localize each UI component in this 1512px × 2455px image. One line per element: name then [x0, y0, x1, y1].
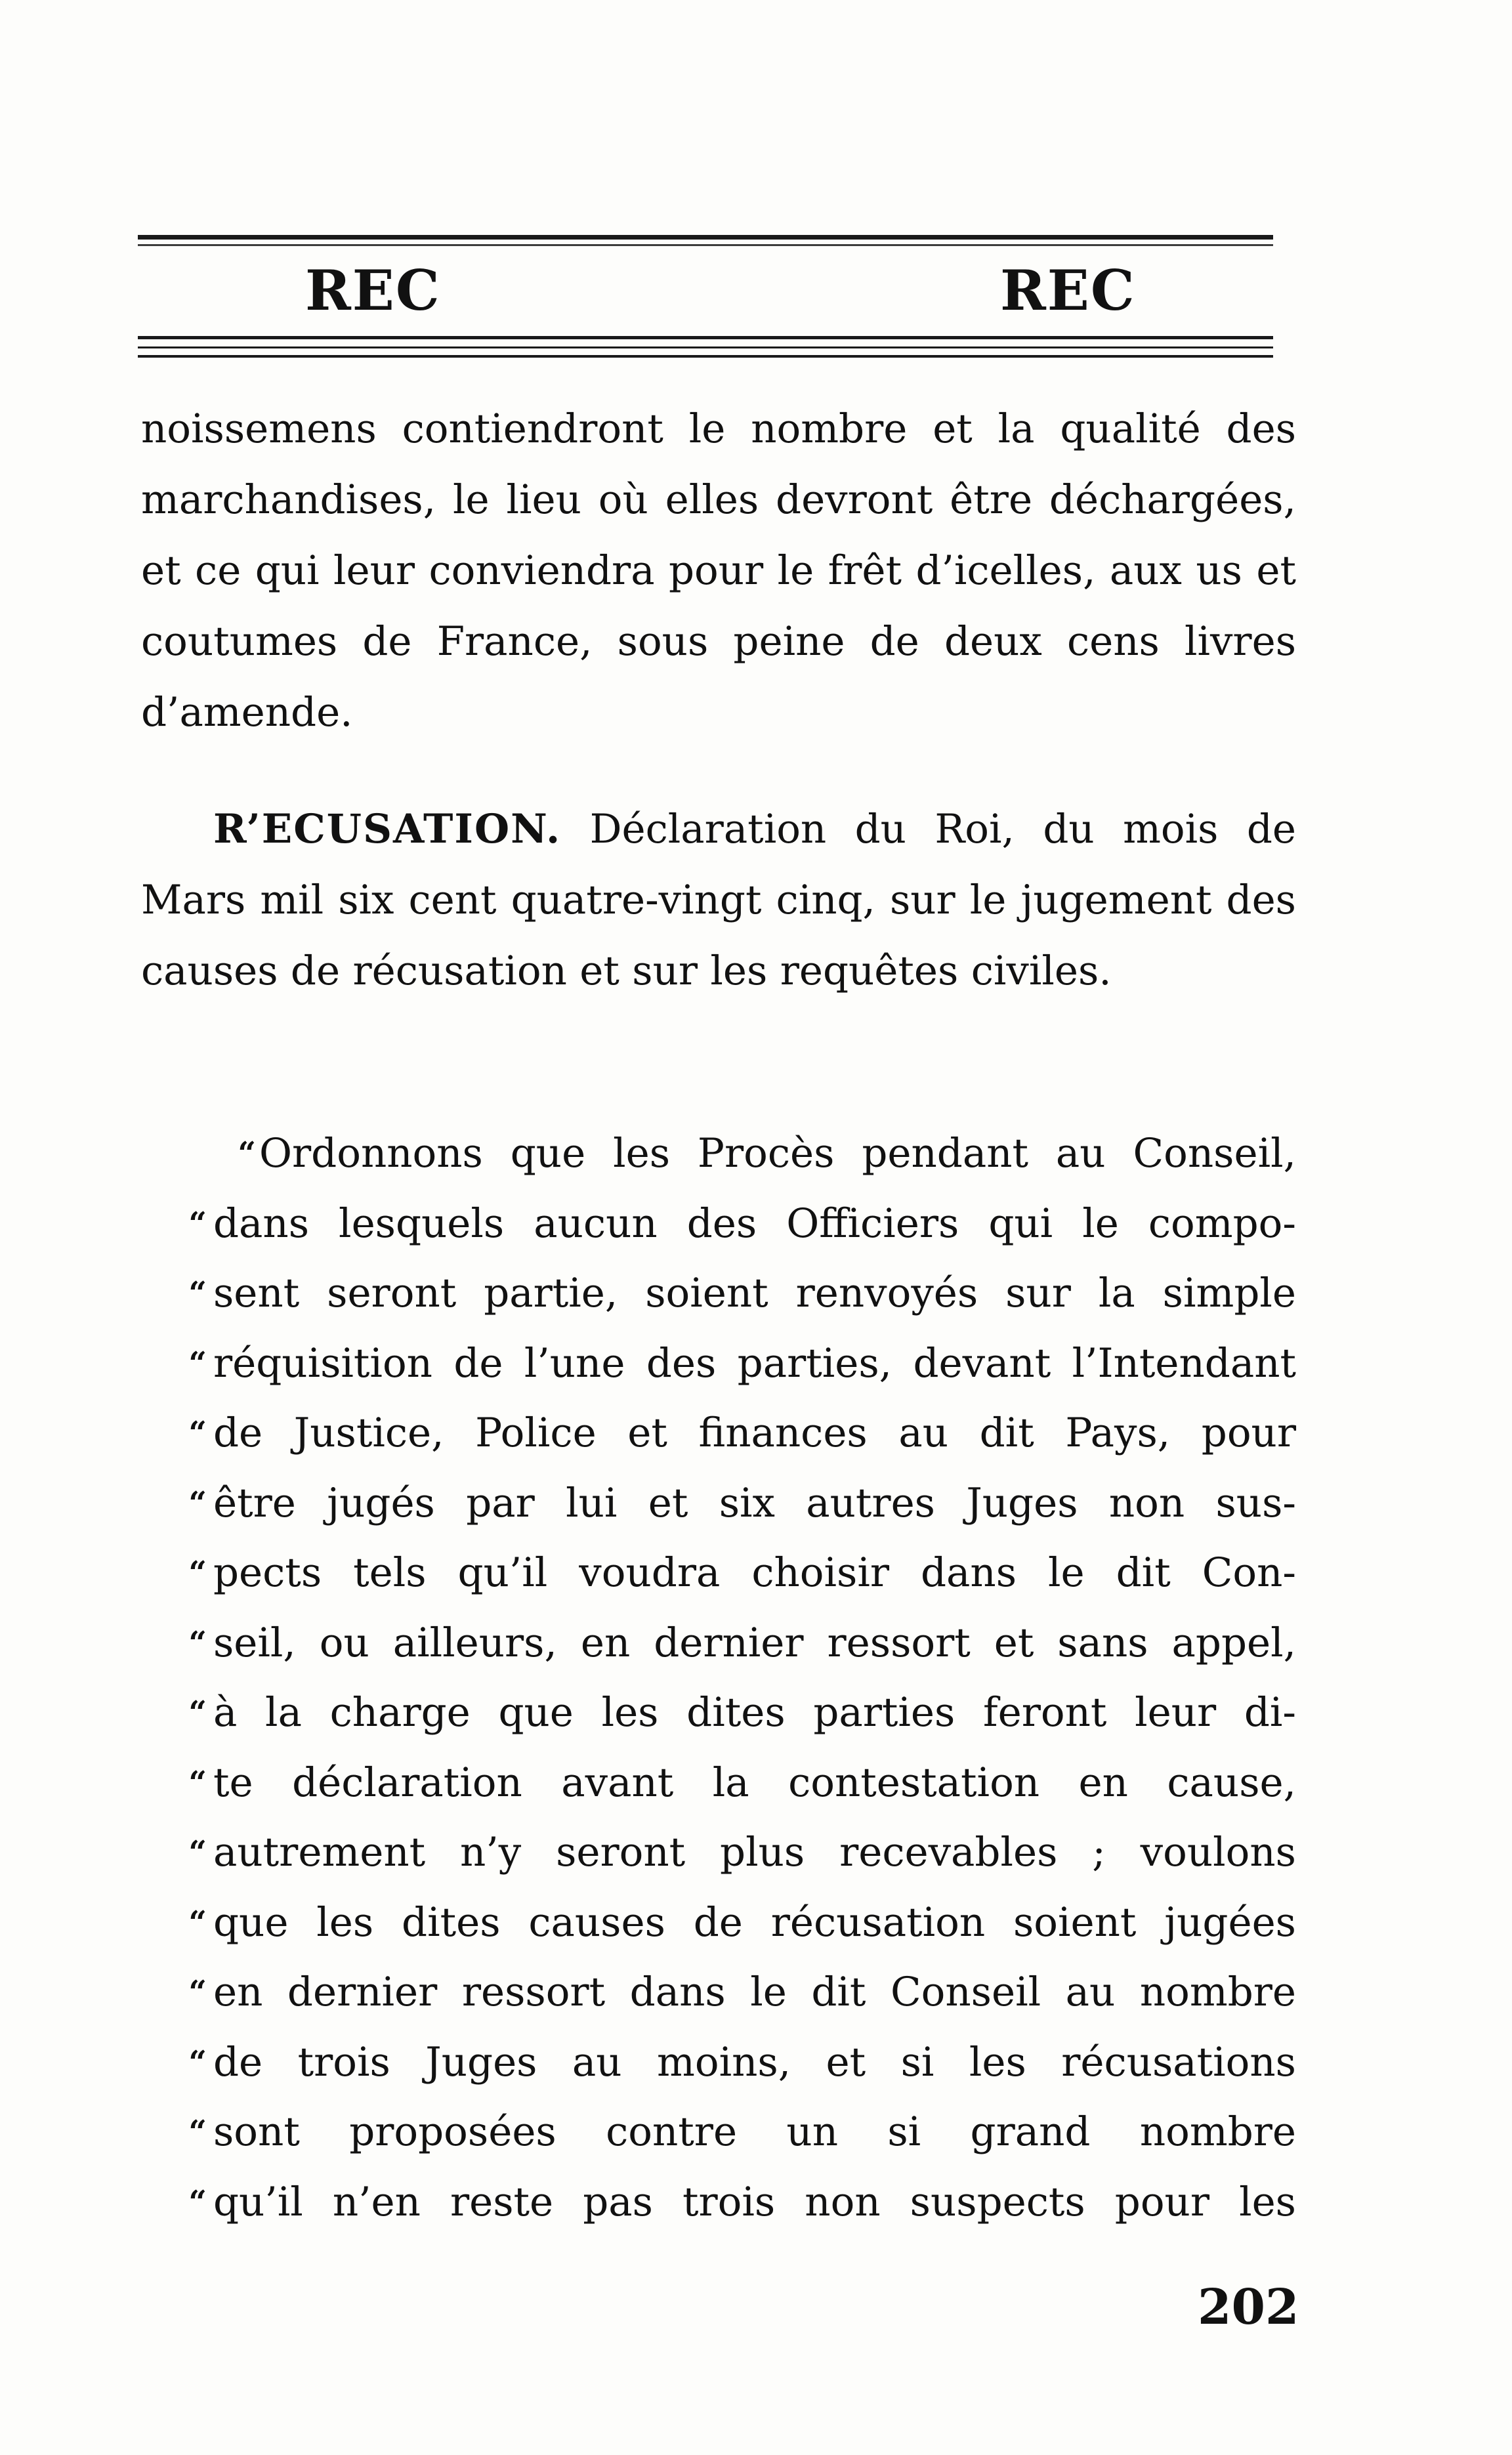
paragraph-recusation [141, 794, 1296, 1007]
page-number: 202 [1198, 2279, 1299, 2336]
quote-mark: “ [188, 2044, 207, 2081]
quote-mark: “ [238, 1135, 256, 1172]
quote-line-text: que les dites causes de récusation soient jugées [213, 1899, 1296, 1946]
quote-mark: “ [188, 1205, 207, 1242]
quote-line-text: autrement n’y seront plus recevables ; voulons [213, 1829, 1296, 1876]
quote-mark: “ [188, 1904, 207, 1941]
quote-line-text: sont proposées contre un si grand nombre [213, 2109, 1296, 2155]
quote-line [141, 1958, 1296, 2028]
quote-line [141, 2168, 1296, 2238]
quote-mark: “ [188, 1764, 207, 1801]
quote-line [141, 1329, 1296, 1399]
quote-mark: “ [188, 1834, 207, 1871]
quote-mark: “ [188, 1415, 207, 1452]
running-head-left: REC [305, 258, 441, 323]
entry-title: R’ECUSATION. [213, 806, 562, 852]
quote-line-text: dans lesquels aucun des Officiers qui le compo- [213, 1200, 1296, 1247]
quote-line-text: qu’il n’en reste pas trois non suspects pour les [213, 2178, 1296, 2225]
quote-line-text: seil, ou ailleurs, en dernier ressort et sans appel, [213, 1619, 1296, 1666]
quote-mark: “ [188, 1555, 207, 1591]
header-rule-bottom-2 [138, 346, 1273, 348]
quote-mark: “ [188, 1624, 207, 1662]
quote-mark: “ [188, 1484, 207, 1522]
quote-line [141, 1259, 1296, 1329]
quote-mark: “ [188, 1974, 207, 2011]
quote-line [141, 1888, 1296, 1958]
quote-line-text: en dernier ressort dans le dit Conseil au nombre [213, 1969, 1296, 2015]
header-rule-top [138, 235, 1273, 240]
quote-line [141, 1398, 1296, 1469]
quote-line [141, 1818, 1296, 1888]
running-head-right: REC [1000, 258, 1136, 323]
quote-line [141, 1469, 1296, 1539]
quoted-ordinance [141, 1119, 1296, 2237]
header-rule-bottom-3 [138, 355, 1273, 358]
quote-line [141, 1608, 1296, 1679]
entry-text: Déclaration du Roi, du mois de Mars mil six cent quatre-vingt cinq, sur le jugement des causes de récusation et sur les requêtes civiles. [141, 806, 1296, 994]
quote-line-text: te déclaration avant la contestation en cause, [213, 1759, 1296, 1806]
quote-line-text: Ordonnons que les Procès pendant au Conseil, [259, 1130, 1296, 1177]
quote-line [141, 1119, 1296, 1189]
quote-line-text: pects tels qu’il voudra choisir dans le dit Con- [213, 1549, 1296, 1596]
quote-line-text: à la charge que les dites parties feront leur di- [213, 1689, 1296, 1736]
quote-line-text: de Justice, Police et finances au dit Pays, pour [213, 1410, 1296, 1456]
quote-mark: “ [188, 2114, 207, 2151]
quote-line-text: sent seront partie, soient renvoyés sur la simple [213, 1270, 1296, 1316]
quote-mark: “ [188, 1275, 207, 1312]
header-rule-top-thin [138, 244, 1273, 246]
quote-line [141, 1189, 1296, 1259]
quote-line [141, 1678, 1296, 1748]
quote-line-text: de trois Juges au moins, et si les récusations [213, 2038, 1296, 2086]
quote-line [141, 1748, 1296, 1818]
header-rule-bottom-1 [138, 336, 1273, 339]
quote-mark: “ [188, 1345, 207, 1382]
paragraph-continuation: noissemens contiendront le nombre et la qualité des marchandises, le lieu où elles devront être déchargées, et ce qui leur conviendra pour le frêt d’icelles, aux us et coutumes de France, sous peine de deux cens livres d’amende. [141, 406, 1296, 736]
quote-mark: “ [188, 2183, 207, 2221]
quote-line [141, 1538, 1296, 1608]
quote-line-text: être jugés par lui et six autres Juges non sus- [213, 1479, 1296, 1526]
quote-mark: “ [188, 1694, 207, 1731]
quote-line-text: réquisition de l’une des parties, devant l’Intendant [213, 1339, 1296, 1387]
quote-line [141, 2028, 1296, 2098]
quote-line [141, 2097, 1296, 2168]
